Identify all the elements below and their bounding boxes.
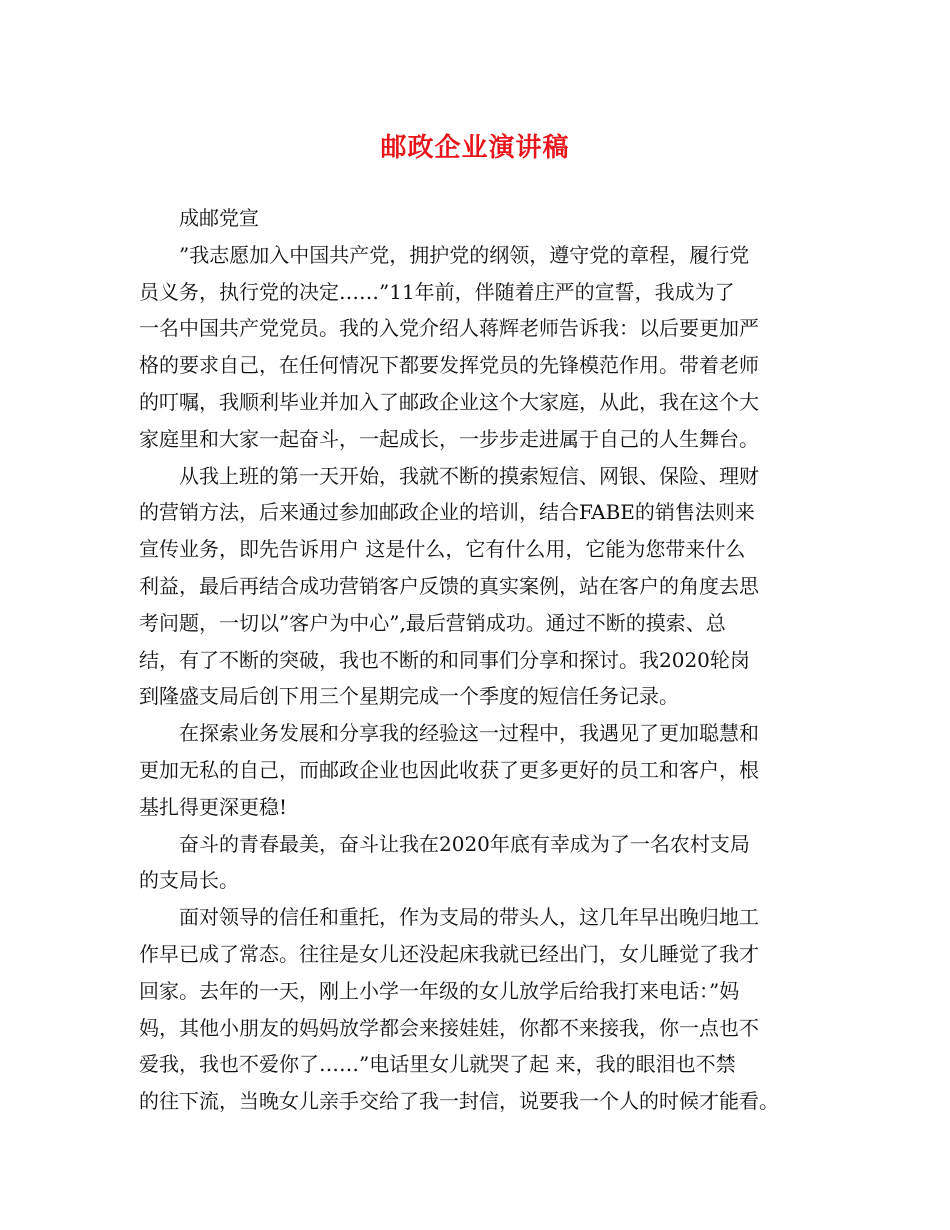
document-body (139, 200, 819, 1120)
paragraph-4: 奋斗的青春最美，奋斗让我在2020年底有幸成为了一名农村支局 的支局长。 (139, 831, 750, 893)
paragraph-3: 在探索业务发展和分享我的经验这一过程中，我遇见了更加聪慧和 更加无私的自己，而邮政企业也因此收获了更多更好的员工和客户，根 基扎得更深更稳! (139, 721, 759, 819)
paragraph-2: 从我上班的第一天开始，我就不断的摸索短信、网银、保险、理财 的营销方法，后来通过参加邮政企业的培训，结合FABE的销售法则来 宣传业务，即先告诉用户 这是什么，它有什么用，它能为您带来什么 利益，最后再结合成功营销客户反馈的真实案例，站在客户的角度去思 考问题，一切以”客户为中心”,最后营销成功。通过不断的摸索、总 结，有了不断的突破，我也不断的和同事们分享和探讨。我2020轮岗 到隆盛支局后创下用三个星期完成一个季度的短信任务记录。 (139, 463, 759, 709)
paragraph-5: 面对领导的信任和重托，作为支局的带头人，这几年早出晚归地工 作早已成了常态。往往是女儿还没起床我就已经出门，女儿睡觉了我才 回家。去年的一天，刚上小学一年级的女儿放学后给我打来电话：”妈 妈，其他小朋友的妈妈放学都会来接娃娃，你都不来接我，你一点也不 爱我，我也不爱你了……”电话里女儿就哭了起 来，我的眼泪也不禁 的往下流，当晚女儿亲手交给了我一封信，说要我一个人的时候才能看。 (139, 905, 779, 1114)
paragraph-1: ”我志愿加入中国共产党，拥护党的纲领，遵守党的章程，履行党 员义务，执行党的决定……”11年前，伴随着庄严的宣誓，我成为了 一名中国共产党党员。我的入党介绍人蒋辉老师告诉我：以后要更加严 格的要求自己，在任何情况下都要发挥党员的先锋模范作用。带着老师 的叮嘱，我顺利毕业并加入了邮政企业这个大家庭，从此，我在这个大 家庭里和大家一起奋斗，一起成长，一步步走进属于自己的人生舞台。 (139, 242, 759, 451)
document-title: 邮政企业演讲稿 (380, 133, 570, 163)
author-line: 成邮党宣 (179, 206, 259, 230)
